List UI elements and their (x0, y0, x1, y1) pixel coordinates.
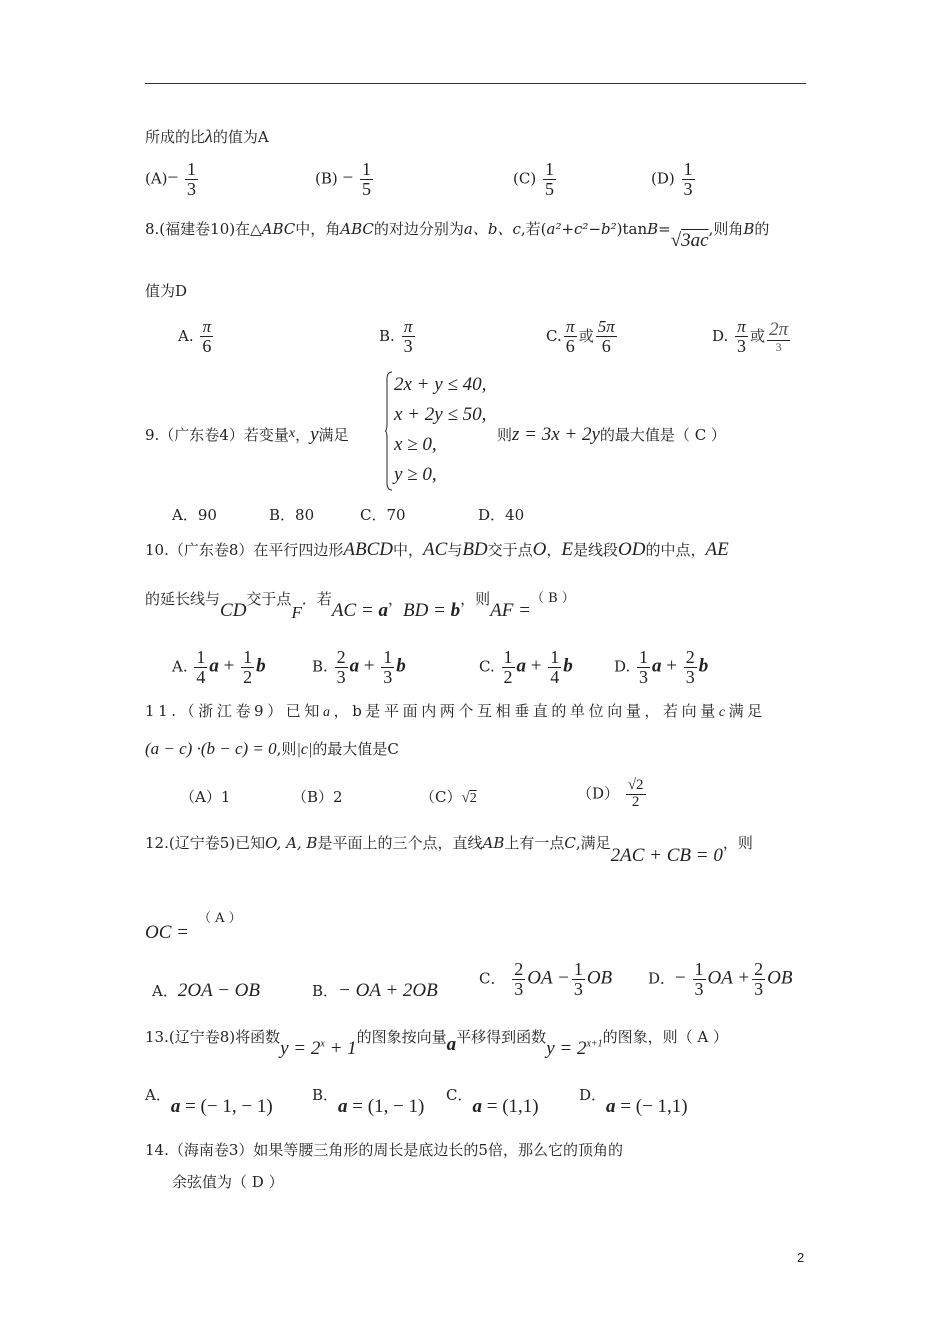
q9-constraint-3: x ≥ 0, (394, 434, 437, 455)
q10-option-d: D. $\frac{1}{3}$ a + $\frac{2}{3}$ b (614, 647, 709, 687)
q13-option-a: A．a = (− 1, − 1) (145, 1086, 273, 1117)
q12-answer: （ A ） (198, 911, 242, 926)
q10-option-b: B. $\frac{2}{3}$ a + $\frac{1}{3}$ b (312, 647, 406, 687)
q9-constraint-4: y ≥ 0, (394, 464, 437, 485)
q12-option-a: A．2OA − OB (152, 980, 260, 1001)
q12-option-b: B．− OA + 2OB (312, 980, 438, 1001)
q7-option-c: (C) $\frac{1}{5}$ (513, 159, 554, 199)
q9-system-brace (385, 371, 393, 491)
q11-line2: (a − c) ·(b − c) = 0,则|c|的最大值是C (145, 739, 399, 758)
q9-stem: 9.（广东卷4）若变量x，y满足 (145, 424, 349, 445)
q8-line1: 8.(福建卷10)在△ABC中，角ABC的对边分别为a、b、c,若(a²+c²−b²)tanB=√3ac,则角B的 (145, 220, 770, 251)
q12-line1: 12.(辽宁卷5)已知O, A, B是平面上的三个点，直线AB上有一点C,满足2AC + CB = 0，则 (145, 834, 753, 866)
q11-option-d: （D） $\frac{√2}{2}$ (577, 777, 644, 810)
q9-option-c: C．70 (360, 506, 406, 524)
q8-line2: 值为D (145, 282, 188, 300)
header-rule (145, 83, 806, 84)
q9-objective: 则z = 3x + 2y的最大值是（ C ） (497, 424, 726, 445)
q11-line1: 11.（浙江卷9）已知a，b是平面内两个互相垂直的单位向量，若向量c满足 (145, 702, 766, 720)
q13-option-d: D．a = (− 1,1) (579, 1086, 688, 1117)
q7-tail: 所成的比λ的值为A (145, 126, 269, 146)
q8-option-b: B. $\frac{\pi}{3}$ (379, 317, 413, 356)
q8-option-d: D. $\frac{\pi}{3}$ 或 $\frac{2\pi}{3}$ (712, 317, 789, 356)
q8-option-c: C. $\frac{\pi}{6}$ 或 $\frac{5\pi}{6}$ (546, 317, 615, 356)
q12-option-d: D．− $\frac{1}{3}$ OA + $\frac{2}{3}$ OB (648, 959, 793, 999)
q9-option-d: D．40 (478, 506, 525, 524)
page-number: 2 (797, 1250, 805, 1265)
q10-line2: 的延长线与CD交于点F．若AC = a，BD = b，则AF =（ B ） (145, 590, 575, 622)
q10-line1: 10.（广东卷8）在平行四边形ABCD中，AC与BD交于点O，E是线段OD的中点，AE (145, 539, 729, 560)
q11-option-b: （B）2 (292, 788, 343, 806)
q12-oc: OC = (145, 922, 189, 943)
q10-option-a: A. $\frac{1}{4}$ a + $\frac{1}{2}$ b (172, 647, 266, 687)
q10-option-c: C. $\frac{1}{2}$ a + $\frac{1}{4}$ b (479, 647, 573, 687)
q7-option-b: (B) − $\frac{1}{5}$ (315, 159, 372, 199)
q11-option-a: （A）1 (180, 788, 231, 806)
q14-line1: 14.（海南卷3）如果等腰三角形的周长是底边长的5倍，那么它的顶角的 (145, 1141, 623, 1159)
q8-option-a: A. $\frac{\pi}{6}$ (178, 317, 212, 356)
q7-option-a: (A)− $\frac{1}{3}$ (145, 159, 197, 199)
q13-option-c: C．a = (1,1) (446, 1086, 539, 1117)
q14-line2: 余弦值为（ D ） (172, 1173, 284, 1191)
q13-option-b: B．a = (1, − 1) (312, 1086, 425, 1117)
q12-option-c: C． $\frac{2}{3}$ OA − $\frac{1}{3}$ OB (479, 959, 613, 999)
q7-option-d: (D) $\frac{1}{3}$ (651, 159, 693, 199)
q9-option-b: B．80 (269, 506, 315, 524)
q9-constraint-2: x + 2y ≤ 50, (394, 404, 487, 425)
q13-line1: 13.(辽宁卷8)将函数$y = 2^x + 1$的图象按向量a平移得到函数$y = 2^{x+1}$的图象，则（ A ） (145, 1028, 729, 1059)
q9-option-a: A．90 (172, 506, 217, 524)
q9-constraint-1: 2x + y ≤ 40, (394, 374, 487, 395)
q11-option-c: （C）√2 (420, 788, 477, 806)
